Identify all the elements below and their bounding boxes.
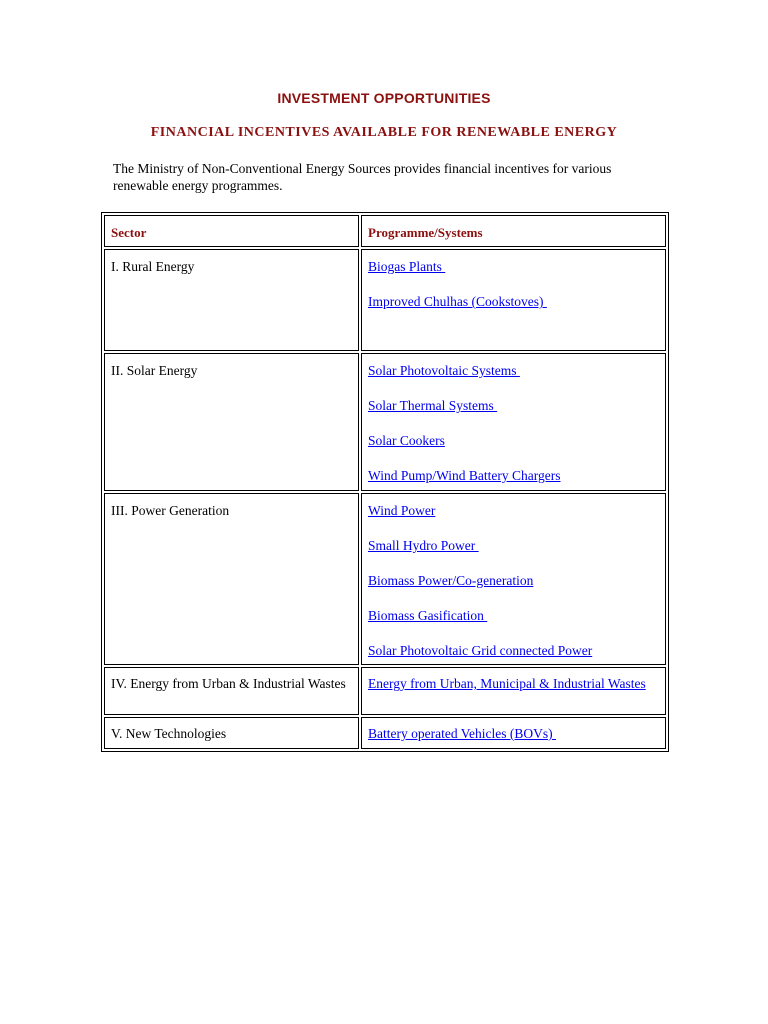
programme-link-solar-thermal-systems[interactable]: Solar Thermal Systems: [368, 398, 498, 413]
programme-link-solar-cookers[interactable]: Solar Cookers: [368, 433, 445, 448]
programme-link-wind-pump[interactable]: Wind Pump/Wind Battery Chargers: [368, 468, 561, 483]
table-row: [104, 667, 666, 715]
page-subtitle: FINANCIAL INCENTIVES AVAILABLE FOR RENEWABLE ENERGY: [150, 125, 618, 140]
table-row: [104, 493, 666, 665]
table-row: [104, 717, 666, 749]
sector-cell: [104, 667, 359, 715]
page-title: INVESTMENT OPPORTUNITIES: [277, 90, 491, 106]
programme-link-battery-vehicles[interactable]: Battery operated Vehicles (BOVs): [368, 726, 556, 741]
programme-link-wind-power[interactable]: Wind Power: [368, 503, 436, 518]
programme-cell: [361, 717, 666, 749]
programme-link-biogas-plants[interactable]: Biogas Plants: [368, 259, 446, 274]
sector-cell: [104, 493, 359, 665]
header-sector: Sector: [111, 225, 147, 240]
programme-cell: [361, 249, 666, 351]
sector-cell: [104, 249, 359, 351]
programme-link-biomass-gasification[interactable]: Biomass Gasification: [368, 608, 488, 623]
header-cell-programme: [361, 215, 666, 247]
sector-label: I. Rural Energy: [111, 259, 195, 274]
intro-paragraph: The Ministry of Non-Conventional Energy Sources provides financial incentives for various renewable energy programmes.: [113, 161, 612, 193]
sector-label: II. Solar Energy: [111, 363, 198, 378]
programme-cell: [361, 353, 666, 491]
sector-label: IV. Energy from Urban & Industrial Wastes: [111, 676, 346, 691]
programme-link-energy-from-wastes[interactable]: Energy from Urban, Municipal & Industrial Wastes: [368, 676, 646, 691]
programme-link-small-hydro-power[interactable]: Small Hydro Power: [368, 538, 479, 553]
programme-link-improved-chulhas[interactable]: Improved Chulhas (Cookstoves): [368, 294, 547, 309]
programme-link-solar-photovoltaic-systems[interactable]: Solar Photovoltaic Systems: [368, 363, 520, 378]
sector-label: III. Power Generation: [111, 503, 230, 518]
sector-label: V. New Technologies: [111, 726, 227, 741]
sector-cell: [104, 353, 359, 491]
table-row: [104, 249, 666, 351]
table-row: [104, 353, 666, 491]
incentives-table: [101, 212, 669, 752]
header-programme: Programme/Systems: [368, 225, 483, 240]
programme-cell: [361, 493, 666, 665]
programme-link-solar-grid-power[interactable]: Solar Photovoltaic Grid connected Power: [368, 643, 593, 658]
sector-cell: [104, 717, 359, 749]
table-header-row: [104, 215, 666, 247]
programme-cell: [361, 667, 666, 715]
programme-link-biomass-power[interactable]: Biomass Power/Co-generation: [368, 573, 534, 588]
header-cell-sector: [104, 215, 359, 247]
